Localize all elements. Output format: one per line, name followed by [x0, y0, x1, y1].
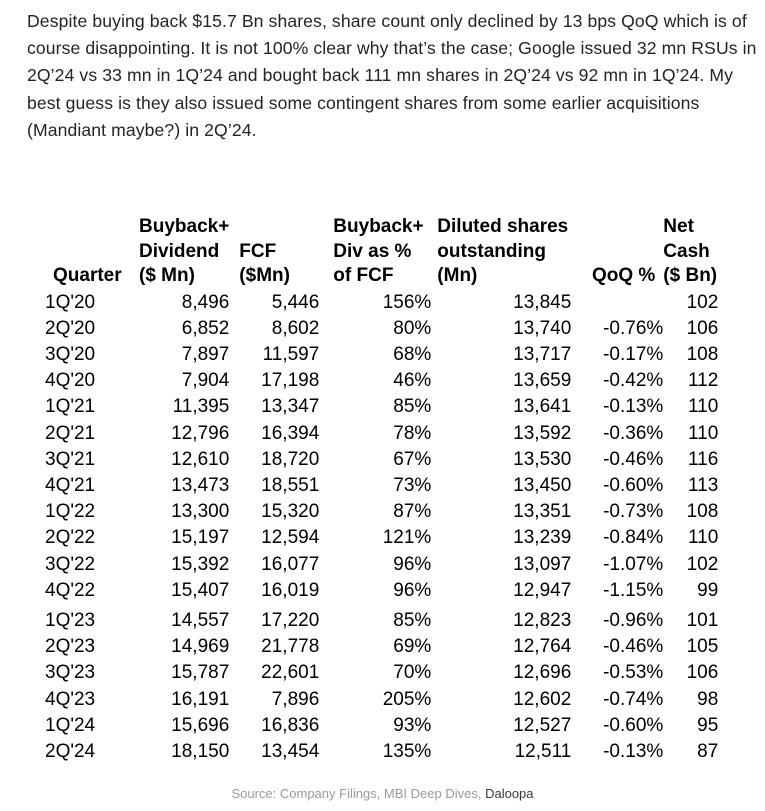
buyback-table	[45, 215, 718, 765]
source-text: Source: Company Filings, MBI Deep Dives,	[231, 786, 486, 801]
table-row	[45, 604, 718, 634]
column-header-fcf	[229, 215, 319, 290]
table-row	[45, 421, 718, 447]
column-header-line: Div as %	[333, 240, 412, 262]
cell-qoq-pct: -0.13%	[603, 396, 664, 418]
cell-fcf: 22,601	[261, 662, 320, 684]
cell-buyback-dividend: 7,904	[181, 370, 230, 392]
table-row	[45, 499, 718, 525]
cell-buyback-pct-fcf: 156%	[382, 291, 432, 313]
cell-buyback-dividend: 7,897	[181, 343, 230, 365]
cell-buyback-pct-fcf: 96%	[393, 553, 432, 575]
cell-fcf: 5,446	[271, 291, 320, 313]
cell-buyback-pct-fcf: 68%	[393, 343, 432, 365]
column-header-net-cash	[663, 215, 718, 290]
column-header-line: FCF	[239, 240, 277, 262]
cell-net-cash: 113	[688, 474, 719, 496]
cell-net-cash: 116	[688, 448, 719, 470]
cell-fcf: 8,602	[271, 317, 320, 339]
cell-fcf: 18,551	[261, 474, 320, 496]
cell-diluted-shares: 13,351	[513, 501, 572, 523]
table-row	[45, 368, 718, 394]
source-caption	[0, 786, 765, 801]
cell-buyback-dividend: 13,473	[171, 474, 230, 496]
table-row	[45, 552, 718, 578]
cell-buyback-pct-fcf: 135%	[382, 740, 432, 762]
cell-qoq-pct: -0.84%	[603, 527, 664, 549]
cell-diluted-shares: 13,530	[513, 448, 572, 470]
cell-buyback-pct-fcf: 70%	[393, 662, 432, 684]
cell-quarter: 1Q'22	[45, 501, 96, 523]
cell-net-cash: 106	[686, 317, 719, 339]
cell-quarter: 3Q'20	[45, 343, 96, 365]
cell-qoq-pct: -1.15%	[603, 579, 664, 601]
column-header-line: (Mn)	[437, 265, 478, 286]
cell-quarter: 2Q'23	[45, 636, 96, 658]
cell-fcf: 16,019	[261, 579, 320, 601]
cell-net-cash: 102	[686, 553, 719, 575]
cell-fcf: 15,320	[261, 501, 320, 523]
cell-net-cash: 105	[686, 636, 719, 658]
cell-qoq-pct: -0.73%	[603, 501, 664, 523]
cell-diluted-shares: 12,511	[514, 740, 572, 762]
cell-quarter: 1Q'21	[45, 396, 96, 418]
cell-buyback-pct-fcf: 205%	[382, 688, 432, 710]
cell-buyback-pct-fcf: 67%	[393, 448, 432, 470]
table-body	[45, 290, 718, 766]
cell-buyback-dividend: 15,787	[171, 662, 230, 684]
cell-buyback-dividend: 15,197	[171, 527, 230, 549]
cell-diluted-shares: 12,602	[513, 688, 572, 710]
cell-buyback-dividend: 12,610	[171, 448, 230, 470]
column-header-line: QoQ %	[591, 265, 656, 286]
cell-buyback-pct-fcf: 96%	[393, 579, 432, 601]
cell-buyback-dividend: 14,557	[171, 609, 230, 631]
table-row	[45, 447, 718, 473]
cell-fcf: 16,077	[261, 553, 320, 575]
cell-buyback-pct-fcf: 73%	[393, 474, 432, 496]
cell-buyback-dividend: 13,300	[171, 501, 230, 523]
table-row	[45, 687, 718, 713]
cell-diluted-shares: 13,845	[513, 291, 572, 313]
table-row	[45, 290, 718, 316]
cell-diluted-shares: 12,764	[513, 636, 572, 658]
column-header-qoq-pct	[571, 215, 663, 290]
article-paragraph: Despite buying back $15.7 Bn shares, share count only declined by 13 bps QoQ which is of course disappointing. It is not 100% clear why that’s the case; Google issued 32 mn RSUs in 2Q’24 vs 33 mn in 1Q’24 and bought back 111 mn shares in 2Q’24 vs 92 mn in 1Q’24. My best guess is they also issued some contingent shares from some earlier acquisitions (Mandiant maybe?) in 2Q’24.	[27, 11, 757, 140]
cell-buyback-pct-fcf: 85%	[393, 396, 432, 418]
table-row	[45, 394, 718, 420]
cell-buyback-dividend: 15,392	[171, 553, 230, 575]
table-row	[45, 316, 718, 342]
cell-quarter: 3Q'21	[45, 448, 96, 470]
cell-net-cash: 106	[686, 662, 719, 684]
cell-quarter: 2Q'21	[45, 422, 96, 444]
cell-net-cash: 110	[688, 527, 719, 549]
cell-net-cash: 98	[697, 688, 719, 710]
cell-buyback-dividend: 16,191	[171, 688, 230, 710]
cell-fcf: 16,394	[261, 422, 320, 444]
cell-diluted-shares: 12,823	[513, 609, 572, 631]
cell-quarter: 4Q'22	[45, 579, 96, 601]
cell-net-cash: 108	[686, 501, 719, 523]
cell-buyback-pct-fcf: 121%	[382, 527, 432, 549]
column-header-line: Diluted shares	[437, 216, 569, 237]
cell-quarter: 1Q'24	[45, 714, 96, 736]
cell-quarter: 1Q'20	[45, 291, 96, 313]
cell-fcf: 7,896	[271, 688, 320, 710]
cell-qoq-pct: -0.60%	[603, 714, 664, 736]
cell-buyback-dividend: 15,407	[171, 579, 230, 601]
cell-qoq-pct: -0.42%	[603, 370, 664, 392]
cell-net-cash: 101	[686, 609, 719, 631]
cell-fcf: 11,597	[262, 343, 320, 365]
data-table-image	[0, 215, 765, 775]
cell-net-cash: 110	[688, 422, 719, 444]
cell-net-cash: 95	[697, 714, 719, 736]
cell-fcf: 12,594	[261, 527, 320, 549]
table-row	[45, 739, 718, 765]
table-row	[45, 342, 718, 368]
cell-qoq-pct: -0.74%	[603, 688, 664, 710]
column-header-line: outstanding	[437, 240, 546, 262]
cell-quarter: 3Q'22	[45, 553, 96, 575]
cell-qoq-pct: -0.76%	[603, 317, 664, 339]
cell-buyback-pct-fcf: 78%	[393, 422, 432, 444]
cell-fcf: 17,198	[261, 370, 320, 392]
cell-buyback-dividend: 18,150	[171, 740, 230, 762]
cell-quarter: 3Q'23	[45, 662, 96, 684]
column-header-line: Buyback+	[139, 216, 230, 237]
cell-fcf: 16,836	[261, 714, 320, 736]
cell-buyback-pct-fcf: 85%	[393, 609, 432, 631]
cell-buyback-dividend: 15,696	[171, 714, 230, 736]
cell-diluted-shares: 13,097	[513, 553, 572, 575]
cell-quarter: 2Q'20	[45, 317, 96, 339]
cell-quarter: 4Q'21	[45, 474, 96, 496]
column-header-line: Dividend	[139, 240, 220, 262]
cell-fcf: 18,720	[261, 448, 320, 470]
column-header-line: ($ Bn)	[663, 265, 718, 286]
cell-diluted-shares: 12,947	[513, 579, 572, 601]
cell-diluted-shares: 13,740	[513, 317, 572, 339]
cell-qoq-pct: -0.60%	[603, 474, 664, 496]
column-header-diluted-shares	[431, 215, 571, 290]
cell-net-cash: 102	[686, 291, 719, 313]
cell-qoq-pct: -0.17%	[603, 343, 664, 365]
cell-fcf: 13,454	[261, 740, 320, 762]
column-header-buyback-dividend	[137, 215, 229, 290]
cell-net-cash: 110	[688, 396, 719, 418]
cell-buyback-pct-fcf: 87%	[393, 501, 432, 523]
cell-diluted-shares: 13,659	[513, 370, 572, 392]
table-row	[45, 525, 718, 551]
cell-qoq-pct: -1.07%	[603, 553, 664, 575]
column-header-line: ($Mn)	[239, 265, 290, 286]
cell-buyback-dividend: 14,969	[171, 636, 230, 658]
column-header-line: ($ Mn)	[139, 265, 195, 286]
cell-buyback-pct-fcf: 69%	[393, 636, 432, 658]
cell-qoq-pct: -0.13%	[603, 740, 664, 762]
cell-net-cash: 99	[697, 579, 719, 601]
cell-buyback-pct-fcf: 80%	[393, 317, 432, 339]
cell-buyback-dividend: 6,852	[181, 317, 230, 339]
cell-buyback-dividend: 8,496	[181, 291, 230, 313]
cell-fcf: 13,347	[261, 396, 320, 418]
table-header-row	[45, 215, 718, 290]
column-header-line: Net	[663, 216, 694, 237]
cell-net-cash: 108	[686, 343, 719, 365]
cell-quarter: 4Q'20	[45, 370, 96, 392]
source-brand: Daloopa	[485, 786, 534, 801]
cell-qoq-pct: -0.53%	[603, 662, 664, 684]
table-row	[45, 660, 718, 686]
cell-diluted-shares: 12,527	[513, 714, 572, 736]
column-header-quarter	[45, 215, 137, 290]
cell-quarter: 4Q'23	[45, 688, 96, 710]
cell-quarter: 2Q'24	[45, 740, 96, 762]
cell-diluted-shares: 13,450	[513, 474, 572, 496]
cell-buyback-pct-fcf: 46%	[393, 370, 432, 392]
cell-diluted-shares: 13,239	[513, 527, 572, 549]
column-header-line: Quarter	[53, 265, 122, 286]
cell-quarter: 1Q'23	[45, 609, 96, 631]
table-row	[45, 578, 718, 604]
cell-quarter: 2Q'22	[45, 527, 96, 549]
cell-diluted-shares: 13,592	[513, 422, 572, 444]
cell-qoq-pct: -0.46%	[603, 448, 664, 470]
cell-fcf: 17,220	[261, 609, 320, 631]
column-header-line: Cash	[663, 240, 710, 262]
cell-qoq-pct	[571, 290, 663, 316]
cell-qoq-pct: -0.46%	[603, 636, 664, 658]
cell-buyback-dividend: 12,796	[171, 422, 230, 444]
cell-qoq-pct: -0.96%	[603, 609, 664, 631]
cell-diluted-shares: 12,696	[513, 662, 572, 684]
table-row	[45, 713, 718, 739]
cell-fcf: 21,778	[261, 636, 320, 658]
cell-net-cash: 112	[688, 370, 719, 392]
cell-buyback-pct-fcf: 93%	[393, 714, 432, 736]
cell-net-cash: 87	[697, 740, 719, 762]
column-header-line: of FCF	[333, 265, 394, 286]
cell-diluted-shares: 13,717	[513, 343, 572, 365]
column-header-line: Buyback+	[333, 216, 424, 237]
cell-diluted-shares: 13,641	[513, 396, 572, 418]
table-row	[45, 634, 718, 660]
table-row	[45, 473, 718, 499]
column-header-buyback-pct-fcf	[319, 215, 431, 290]
cell-qoq-pct: -0.36%	[603, 422, 664, 444]
cell-buyback-dividend: 11,395	[172, 396, 230, 418]
